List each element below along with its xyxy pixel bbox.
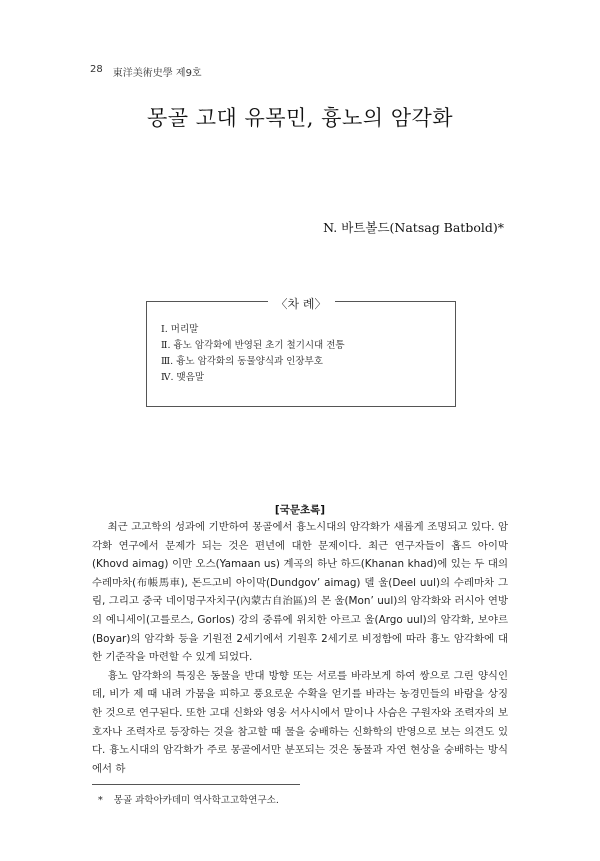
toc-item: Ⅱ. 흉노 암각화에 반영된 초기 철기시대 전통: [161, 340, 345, 351]
journal-name: 東洋美術史學 제9호: [112, 68, 202, 79]
toc-item: Ⅲ. 흉노 암각화의 동물양식과 인장부호: [161, 356, 323, 367]
footnote: [98, 792, 279, 806]
toc-item: Ⅰ. 머리말: [161, 324, 199, 335]
toc-heading: [147, 293, 455, 312]
toc-item: Ⅳ. 맺음말: [161, 372, 205, 383]
footnote-text: 몽골 과학아카데미 역사학고고학연구소.: [113, 795, 279, 806]
table-of-contents: [146, 297, 456, 407]
toc-list: [161, 322, 345, 386]
footnote-mark: *: [98, 795, 103, 806]
toc-heading-label: 〈차 례〉: [268, 297, 335, 311]
running-header: [90, 64, 202, 79]
abstract-body: [92, 518, 508, 778]
abstract-heading: [국문초록]: [274, 504, 326, 516]
abstract-paragraph: 최근 고고학의 성과에 기반하여 몽골에서 흉노시대의 암각화가 새롭게 조명되고 있다. 암각화 연구에서 문제가 되는 것은 편년에 대한 문제이다. 최근 연구자들이 홉드 아이막(Khovd aimag) 이만 오스(Yamaan us) 계곡의 하난 하드(Khanan khad)에 있는 두 대의 수레마차(布帳馬車), 돈드고비 아이막(Dundgov’ aimag) 델 울(Deel uul)의 수레마차 그림, 그리고 중국 네이멍구자치구(內蒙古自治區)의 몬 울(Mon’ uul)의 암각화와 러시아 연방의 예니세이(고를로스, Gorlos) 강의 중류에 위치한 아르고 울(Argo uul)의 암각화, 보야르(Boyar)의 암각화 등을 기원전 2세기에서 기원후 2세기로 비정함에 따라 흉노 암각화에 대한 기준작을 마련할 수 있게 되었다.: [92, 521, 508, 664]
author-line: N. 바트볼드(Natsag Batbold)*: [323, 220, 504, 235]
page-number: 28: [90, 64, 103, 75]
footnote-divider: [92, 784, 300, 785]
abstract-paragraph: 흉노 암각화의 특징은 동물을 반대 방향 또는 서로를 바라보게 하여 쌍으로 그린 양식인데, 비가 제 때 내려 가뭄을 피하고 풍요로운 수확을 얻기를 바라는 농경민들의 바람을 상징한 것으로 연구된다. 또한 고대 신화와 영웅 서사시에서 말이나 사슴은 구원자와 조력자의 보호자나 조력자로 등장하는 것을 참고할 때 물을 숭배하는 신화학의 반영으로 보는 의견도 있다. 흉노시대의 암각화가 주로 몽골에서만 분포되는 것은 동물과 자연 현상을 숭배하는 방식에서 하: [92, 669, 508, 775]
article-title: 몽골 고대 유목민, 흉노의 암각화: [146, 106, 454, 130]
